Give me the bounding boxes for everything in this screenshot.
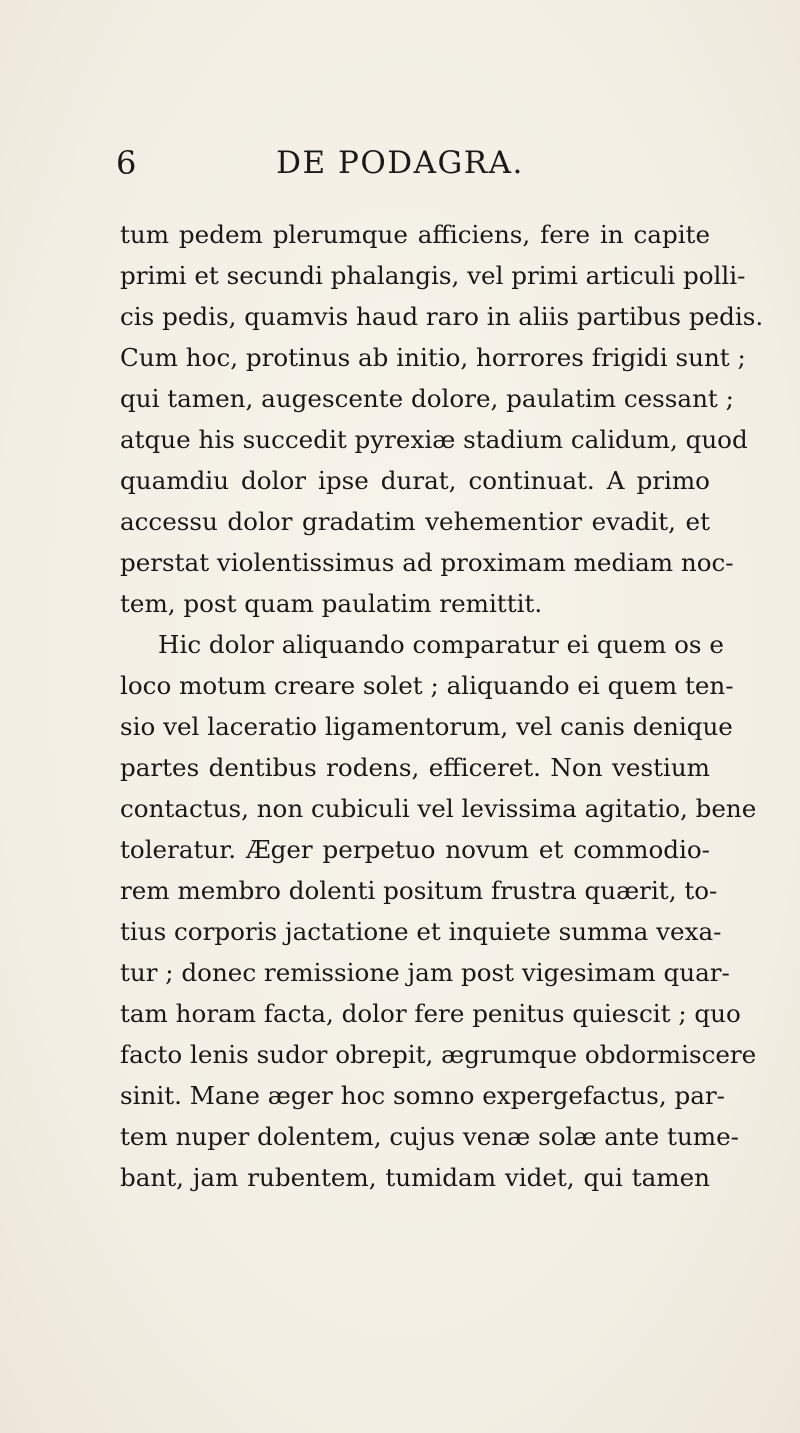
text-line: tam horam facta, dolor fere penitus quiescit ; quo: [120, 999, 741, 1028]
text-line: facto lenis sudor obrepit, ægrumque obdormiscere: [120, 1040, 757, 1069]
body-text: [120, 214, 764, 1198]
text-line: Hic dolor aliquando comparatur ei quem os e: [158, 630, 724, 659]
text-line: tur ; donec remissione jam post vigesimam quar-: [120, 958, 730, 987]
text-line: tius corporis jactatione et inquiete summa vexa-: [120, 917, 722, 946]
text-line: sio vel laceratio ligamentorum, vel canis denique: [120, 712, 733, 741]
text-line: partes dentibus rodens, efficeret. Non vestium: [120, 753, 710, 782]
text-line: qui tamen, augescente dolore, paulatim cessant ;: [120, 384, 734, 413]
text-line: quamdiu dolor ipse durat, continuat. A primo: [120, 466, 710, 495]
text-line: accessu dolor gradatim vehementior evadit, et: [120, 507, 710, 536]
text-line: loco motum creare solet ; aliquando ei quem ten-: [120, 671, 734, 700]
text-line: sinit. Mane æger hoc somno expergefactus, par-: [120, 1081, 725, 1110]
running-title: DE PODAGRA.: [276, 145, 524, 181]
text-line: rem membro dolenti positum frustra quærit, to-: [120, 876, 718, 905]
text-line: atque his succedit pyrexiæ stadium calidum, quod: [120, 425, 748, 454]
text-line: toleratur. Æger perpetuo novum et commodio-: [120, 835, 710, 864]
page-number: 6: [116, 144, 137, 182]
text-line: perstat violentissimus ad proximam mediam noc-: [120, 548, 734, 577]
text-line: contactus, non cubiculi vel levissima agitatio, bene: [120, 794, 757, 823]
running-head: [0, 143, 800, 183]
text-line: Cum hoc, protinus ab initio, horrores frigidi sunt ;: [120, 343, 746, 372]
text-line: cis pedis, quamvis haud raro in aliis partibus pedis.: [120, 302, 764, 331]
text-line: tem nuper dolentem, cujus venæ solæ ante tume-: [120, 1122, 739, 1151]
text-line: tem, post quam paulatim remittit.: [120, 589, 543, 618]
text-line: tum pedem plerumque afficiens, fere in capite: [120, 220, 710, 249]
text-line: primi et secundi phalangis, vel primi articuli polli-: [120, 261, 746, 290]
text-line: bant, jam rubentem, tumidam videt, qui tamen: [120, 1163, 710, 1192]
